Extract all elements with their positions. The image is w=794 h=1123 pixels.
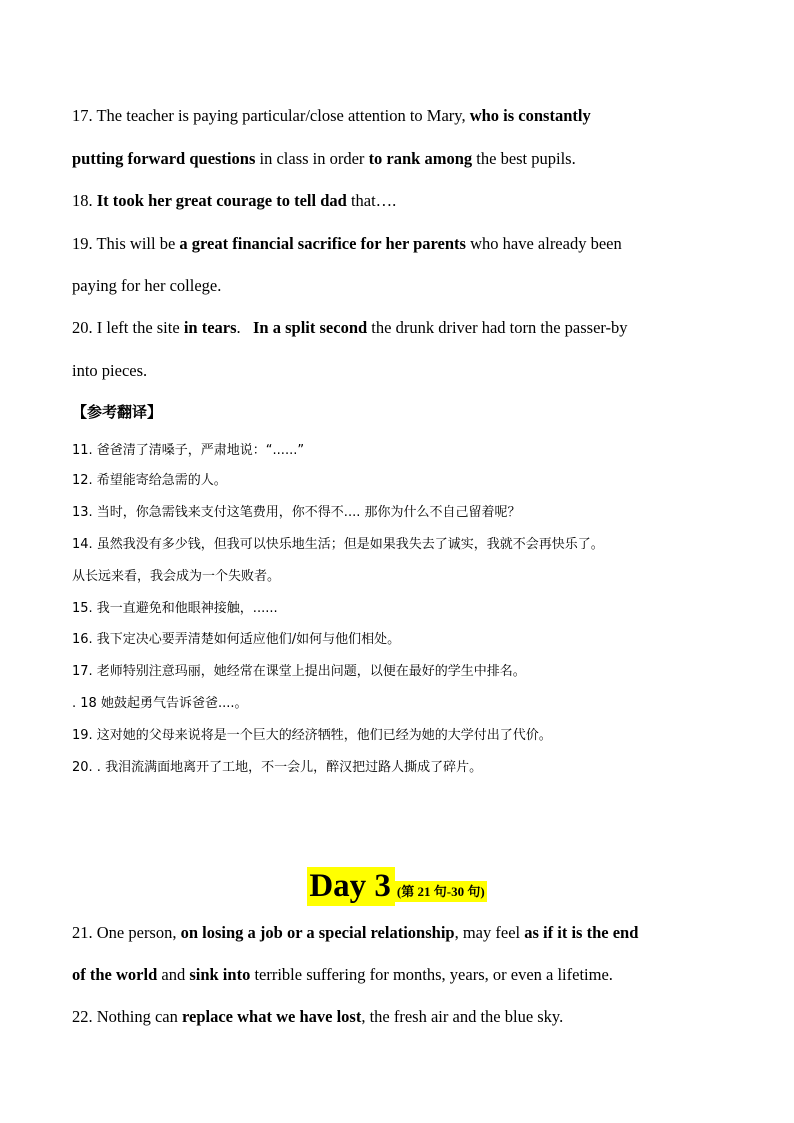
- translation-item: 13. 当时，你急需钱来支付这笔费用，你不得不.... 那你为什么不自己留着呢？: [72, 505, 521, 520]
- sentence-19-text: 19. This will be: [72, 234, 180, 253]
- sentence-20-text: into pieces.: [72, 361, 148, 380]
- translation-item: 11. 爸爸清了清嗓子，严肃地说：“......”: [72, 443, 305, 458]
- day-title: Day 3: [307, 867, 395, 906]
- sentence-17-text: 17. The teacher is paying particular/close attention to Mary,: [72, 106, 470, 125]
- sentence-17-text: the best pupils.: [472, 149, 576, 168]
- translation-item: 14. 虽然我没有多少钱，但我可以快乐地生活；但是如果我失去了诚实，我就不会再快乐了。: [72, 537, 604, 552]
- sentence-21-bold-phrase: on losing a job or a special relationship: [180, 923, 455, 942]
- sentence-21-bold-phrase: of the world: [72, 965, 158, 984]
- translation-item: 12. 希望能寄给急需的人。: [72, 473, 227, 488]
- sentence-21-text: , may feel: [454, 923, 525, 942]
- translation-item: 20. . 我泪流满面地离开了工地，不一会儿，醉汉把过路人撕成了碎片。: [72, 760, 483, 775]
- sentence-19-text: paying for her college.: [72, 276, 222, 295]
- sentence-18-bold-phrase: It took her great courage to tell dad: [96, 191, 347, 210]
- sentence-21-bold-phrase: as if it is the end: [524, 923, 639, 942]
- translation-item: . 18 她鼓起勇气告诉爸爸....。: [72, 696, 248, 711]
- sentence-19-line-2: [72, 276, 732, 296]
- sentence-21-line-2: [72, 965, 732, 985]
- translation-item: 从长远来看，我会成为一个失败者。: [72, 569, 281, 584]
- sentence-19-line-1: [72, 234, 732, 254]
- sentence-21-bold-phrase: sink into: [189, 965, 251, 984]
- day-heading: [0, 868, 794, 905]
- translation-item: 15. 我一直避免和他眼神接触，......: [72, 601, 278, 616]
- sentence-20-bold-phrase: In a split second: [253, 318, 368, 337]
- sentence-22-bold-phrase: replace what we have lost: [181, 1007, 362, 1026]
- sentence-18-number: 18.: [72, 191, 97, 210]
- sentence-20-bold-phrase: in tears: [183, 318, 237, 337]
- sentence-17-bold-phrase: who is constantly: [469, 106, 591, 125]
- sentence-20-text: 20. I left the site: [72, 318, 184, 337]
- sentence-21-text: 21. One person,: [72, 923, 181, 942]
- translation-item: 16. 我下定决心要弄清楚如何适应他们/如何与他们相处。: [72, 632, 401, 647]
- sentence-17-line-1: [72, 106, 732, 126]
- sentence-20-line-1: [72, 318, 732, 338]
- sentence-21-text: terrible suffering for months, years, or even a lifetime.: [250, 965, 613, 984]
- sentence-17-bold-phrase: to rank among: [368, 149, 473, 168]
- sentence-22: [72, 1007, 732, 1027]
- translation-item: 19. 这对她的父母来说将是一个巨大的经济牺牲，他们已经为她的大学付出了代价。: [72, 728, 552, 743]
- sentence-18-text: that….: [346, 191, 397, 210]
- translation-heading: 【参考翻译】: [72, 403, 163, 421]
- sentence-22-text: 22. Nothing can: [72, 1007, 182, 1026]
- sentence-17-line-2: [72, 149, 732, 169]
- sentence-20-text: the drunk driver had torn the passer-by: [367, 318, 628, 337]
- sentence-22-text: , the fresh air and the blue sky.: [361, 1007, 564, 1026]
- sentence-17-bold-phrase: putting forward questions: [72, 149, 256, 168]
- day-subtitle: (第 21 句-30 句): [395, 881, 487, 902]
- sentence-21-line-1: [72, 923, 732, 943]
- sentence-20-line-2: [72, 361, 732, 381]
- sentence-19-text: who have already been: [465, 234, 622, 253]
- translation-item: 17. 老师特别注意玛丽，她经常在课堂上提出问题，以便在最好的学生中排名。: [72, 664, 526, 679]
- sentence-17-text: in class in order: [255, 149, 369, 168]
- sentence-18: [72, 191, 732, 211]
- sentence-21-text: and: [157, 965, 190, 984]
- sentence-19-bold-phrase: a great financial sacrifice for her parents: [179, 234, 466, 253]
- sentence-20-text: .: [236, 318, 254, 337]
